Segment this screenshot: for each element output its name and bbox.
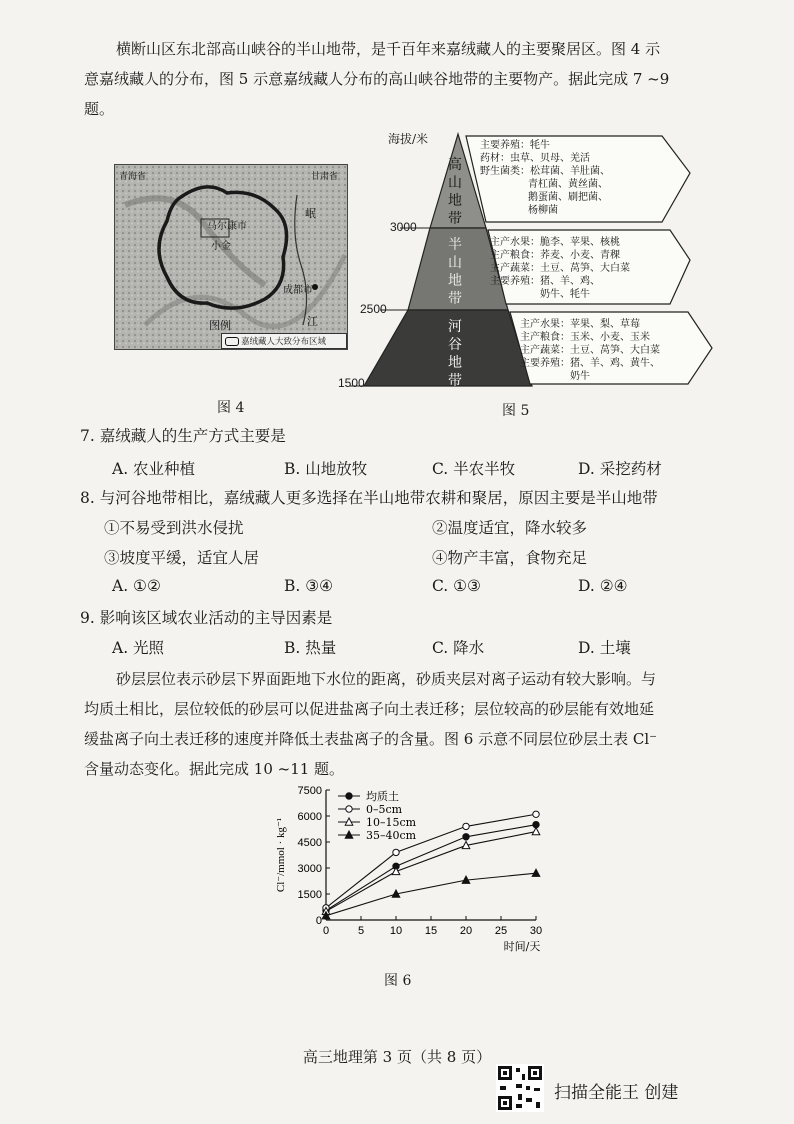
q9-option-d: D. 土壤 bbox=[578, 639, 631, 657]
label-maerkang: 马尔康市 bbox=[207, 221, 247, 232]
legend-symbol bbox=[225, 337, 239, 346]
figure-5-pyramid bbox=[338, 126, 720, 396]
data-point bbox=[532, 828, 540, 835]
info-line: 主产蔬菜：土豆、莴笋、大白菜 bbox=[520, 345, 660, 356]
qr-code-icon bbox=[496, 1064, 544, 1112]
info-line: 青杠菌、黄丝菌、 bbox=[528, 179, 608, 190]
info-line: 药材：虫草、贝母、羌活 bbox=[480, 153, 590, 164]
info-line: 主产水果：苹果、梨、草莓 bbox=[520, 319, 640, 330]
info-line: 奶牛 bbox=[570, 371, 590, 382]
info-line: 野生菌类：松茸菌、羊肚菌、 bbox=[480, 166, 610, 177]
legend-label: 0–5cm bbox=[366, 803, 403, 816]
y-tick-label: 4500 bbox=[297, 837, 322, 849]
x-tick-label: 10 bbox=[389, 925, 403, 937]
data-point bbox=[393, 849, 399, 855]
q8-item-2: ②温度适宜，降水较多 bbox=[432, 519, 588, 537]
info-line: 主产水果：脆李、苹果、核桃 bbox=[490, 237, 620, 248]
label-xiaojin: 小金 bbox=[211, 241, 231, 252]
info-line: 主产粮食：玉米、小麦、玉米 bbox=[520, 332, 650, 343]
passage-line-2: 均质土相比，层位较低的砂层可以促进盐离子向土表迁移；层位较高的砂层能有效地延 bbox=[84, 700, 655, 718]
legend-title: 图例 bbox=[209, 319, 231, 332]
figure-4-map bbox=[114, 164, 348, 350]
page-footer: 高三地理第 3 页（共 8 页） bbox=[302, 1048, 492, 1066]
zone-name-high: 高山地带 bbox=[448, 157, 462, 227]
legend-item-label: 嘉绒藏人大致分布区域 bbox=[241, 337, 327, 347]
info-line: 主要养殖：牦牛 bbox=[480, 140, 550, 151]
y-tick-label: 0 bbox=[315, 915, 322, 927]
q8-stem: 8. 与河谷地带相比，嘉绒藏人更多选择在半山地带农耕和聚居，原因主要是半山地带 bbox=[80, 489, 658, 507]
half-zone-info bbox=[490, 236, 630, 301]
label-gansu: 甘肃省 bbox=[311, 172, 339, 182]
high-zone-info bbox=[480, 139, 610, 217]
tick-2500: 2500 bbox=[360, 302, 387, 316]
info-line: 主要养殖：猪、羊、鸡、 bbox=[490, 276, 600, 287]
tick-3000: 3000 bbox=[390, 220, 417, 234]
zone-name-valley: 河谷地带 bbox=[448, 319, 462, 389]
info-line: 鹅蛋菌、刷把菌、 bbox=[528, 192, 608, 203]
label-min: 岷 bbox=[305, 207, 316, 220]
q7-stem: 7. 嘉绒藏人的生产方式主要是 bbox=[80, 427, 286, 445]
info-line: 奶牛、牦牛 bbox=[540, 289, 590, 300]
passage-line-1: 砂层层位表示砂层下界面距地下水位的距离，砂质夹层对离子运动有较大影响。与 bbox=[116, 670, 657, 688]
q9-option-b: B. 热量 bbox=[284, 639, 337, 657]
figure-6-caption: 图 6 bbox=[384, 973, 412, 989]
scanner-watermark: 扫描全能王 创建 bbox=[554, 1083, 679, 1103]
passage-line-3: 缓盐离子向土表迁移的速度并降低土表盐离子的含量。图 6 示意不同层位砂层土表 Cl⁻ bbox=[84, 730, 658, 748]
info-line: 主要养殖：猪、羊、鸡、黄牛、 bbox=[520, 358, 660, 369]
info-line: 主产粮食：荞麦、小麦、青稞 bbox=[490, 250, 620, 261]
q7-option-c: C. 半农半牧 bbox=[432, 460, 516, 478]
intro-paragraph bbox=[84, 34, 724, 124]
legend-label: 均质土 bbox=[366, 790, 399, 803]
passage-line-4: 含量动态变化。据此完成 10 ~11 题。 bbox=[84, 760, 345, 778]
data-point bbox=[532, 869, 540, 876]
q8-item-3: ③坡度平缓，适宜人居 bbox=[104, 549, 260, 567]
y-tick-label: 7500 bbox=[297, 785, 322, 797]
x-tick-label: 25 bbox=[494, 925, 508, 937]
q8-item-1: ①不易受到洪水侵扰 bbox=[104, 519, 244, 537]
y-tick-label: 1500 bbox=[297, 889, 322, 901]
data-point bbox=[463, 823, 469, 829]
x-tick-label: 15 bbox=[424, 925, 438, 937]
legend-marker bbox=[346, 806, 352, 812]
info-line: 主产蔬菜：土豆、莴笋、大白菜 bbox=[490, 263, 630, 274]
intro-line-3: 题。 bbox=[84, 100, 115, 118]
legend-label: 10–15cm bbox=[366, 816, 417, 829]
data-point bbox=[463, 834, 469, 840]
q8-option-a: A. ①② bbox=[112, 577, 161, 595]
q8-item-4: ④物产丰富，食物充足 bbox=[432, 549, 588, 567]
q9-stem: 9. 影响该区域农业活动的主导因素是 bbox=[80, 609, 333, 627]
label-jiang: 江 bbox=[307, 315, 318, 328]
label-chengdu: 成都市 bbox=[283, 285, 313, 296]
q7-option-d: D. 采挖药材 bbox=[578, 460, 662, 478]
q8-option-c: C. ①③ bbox=[432, 577, 481, 595]
intro-line-2: 意嘉绒藏人的分布，图 5 示意嘉绒藏人分布的高山峡谷地带的主要物产。据此完成 7 ~9 bbox=[84, 70, 670, 88]
q8-option-d: D. ②④ bbox=[578, 577, 628, 595]
valley-zone-info bbox=[520, 318, 660, 383]
qr-code bbox=[496, 1064, 544, 1112]
series-line-3 bbox=[326, 873, 536, 915]
legend-marker bbox=[346, 793, 352, 799]
q9-option-c: C. 降水 bbox=[432, 639, 485, 657]
series-line-2 bbox=[326, 832, 536, 912]
x-axis-label: 时间/天 bbox=[503, 940, 541, 953]
q8-option-b: B. ③④ bbox=[284, 577, 334, 595]
figure-4-caption: 图 4 bbox=[217, 400, 245, 416]
y-axis-label: Cl⁻/mmol · kg⁻¹ bbox=[275, 817, 287, 893]
passage-2 bbox=[84, 664, 734, 784]
x-tick-label: 20 bbox=[459, 925, 473, 937]
map-legend bbox=[221, 333, 347, 349]
legend-label: 35–40cm bbox=[366, 829, 417, 842]
q7-option-b: B. 山地放牧 bbox=[284, 460, 368, 478]
x-tick-label: 0 bbox=[322, 925, 330, 937]
x-tick-label: 30 bbox=[529, 925, 543, 937]
figure-5-caption: 图 5 bbox=[502, 403, 530, 419]
y-tick-label: 3000 bbox=[297, 863, 322, 875]
tick-1500: 1500 bbox=[338, 376, 365, 390]
data-point bbox=[533, 811, 539, 817]
figure-6-chart bbox=[270, 780, 560, 970]
y-tick-label: 6000 bbox=[297, 811, 322, 823]
zone-name-half: 半山地带 bbox=[448, 237, 462, 307]
altitude-axis-label: 海拔/米 bbox=[388, 132, 429, 146]
x-tick-label: 5 bbox=[357, 925, 365, 937]
q7-option-a: A. 农业种植 bbox=[112, 460, 196, 478]
info-line: 杨柳菌 bbox=[528, 205, 558, 216]
intro-line-1: 横断山区东北部高山峡谷的半山地带，是千百年来嘉绒藏人的主要聚居区。图 4 示 bbox=[116, 40, 661, 58]
label-qinghai: 青海省 bbox=[119, 172, 147, 182]
q9-option-a: A. 光照 bbox=[112, 639, 165, 657]
